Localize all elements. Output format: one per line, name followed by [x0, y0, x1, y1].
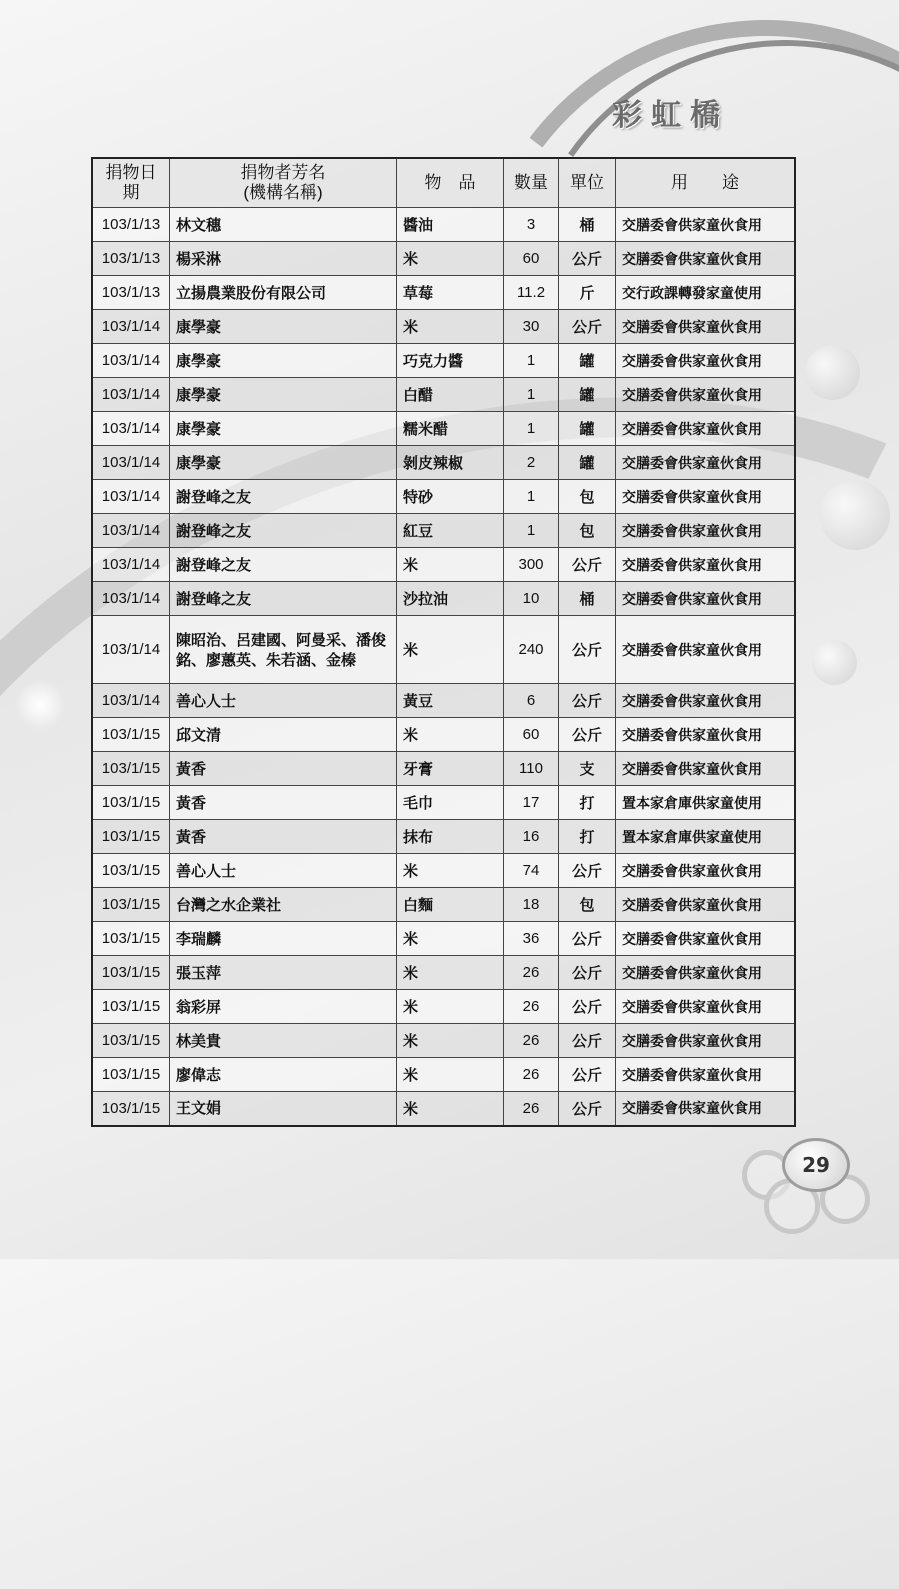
cell-date: 103/1/14	[92, 548, 170, 582]
table-row	[92, 752, 795, 786]
table-row	[92, 344, 795, 378]
header-use: 用 途	[616, 158, 796, 208]
cell-use: 交膳委會供家童伙食用	[616, 1092, 796, 1126]
cell-item: 抹布	[397, 820, 504, 854]
cell-date: 103/1/14	[92, 446, 170, 480]
cell-unit: 罐	[559, 446, 616, 480]
cell-use: 交膳委會供家童伙食用	[616, 310, 796, 344]
cell-date: 103/1/15	[92, 854, 170, 888]
cell-donor: 善心人士	[170, 684, 397, 718]
cell-unit: 公斤	[559, 1092, 616, 1126]
cell-date: 103/1/15	[92, 718, 170, 752]
table-row	[92, 956, 795, 990]
cell-donor: 李瑞麟	[170, 922, 397, 956]
cell-qty: 1	[504, 514, 559, 548]
cell-qty: 26	[504, 990, 559, 1024]
cell-use: 交膳委會供家童伙食用	[616, 990, 796, 1024]
cell-item: 草莓	[397, 276, 504, 310]
cell-donor: 黃香	[170, 820, 397, 854]
cell-date: 103/1/14	[92, 616, 170, 684]
cell-qty: 240	[504, 616, 559, 684]
cell-donor: 康學豪	[170, 446, 397, 480]
cell-date: 103/1/15	[92, 990, 170, 1024]
cell-date: 103/1/14	[92, 684, 170, 718]
cell-use: 交膳委會供家童伙食用	[616, 616, 796, 684]
header-donor-line1: 捐物者芳名	[240, 163, 326, 182]
cell-date: 103/1/15	[92, 820, 170, 854]
cell-qty: 36	[504, 922, 559, 956]
header-donor-line2: (機構名稱)	[243, 183, 323, 202]
cell-date: 103/1/13	[92, 242, 170, 276]
table-row	[92, 378, 795, 412]
table-row	[92, 786, 795, 820]
cell-use: 交膳委會供家童伙食用	[616, 412, 796, 446]
cell-unit: 公斤	[559, 990, 616, 1024]
cell-item: 米	[397, 548, 504, 582]
table-row	[92, 922, 795, 956]
cell-date: 103/1/15	[92, 1058, 170, 1092]
cell-unit: 包	[559, 480, 616, 514]
bubble-decoration	[820, 480, 890, 550]
cell-date: 103/1/15	[92, 888, 170, 922]
cell-use: 交膳委會供家童伙食用	[616, 956, 796, 990]
cell-unit: 包	[559, 514, 616, 548]
cell-qty: 26	[504, 1058, 559, 1092]
table-row	[92, 480, 795, 514]
cell-item: 沙拉油	[397, 582, 504, 616]
page-number: 29	[782, 1138, 850, 1192]
cell-date: 103/1/14	[92, 514, 170, 548]
cell-qty: 300	[504, 548, 559, 582]
cell-use: 交膳委會供家童伙食用	[616, 1058, 796, 1092]
cell-use: 交膳委會供家童伙食用	[616, 378, 796, 412]
cell-qty: 110	[504, 752, 559, 786]
cell-unit: 罐	[559, 344, 616, 378]
cell-date: 103/1/14	[92, 582, 170, 616]
cell-use: 交膳委會供家童伙食用	[616, 344, 796, 378]
cell-use: 置本家倉庫供家童使用	[616, 820, 796, 854]
table-row	[92, 514, 795, 548]
cell-donor: 謝登峰之友	[170, 548, 397, 582]
cell-unit: 打	[559, 820, 616, 854]
cell-date: 103/1/13	[92, 208, 170, 242]
cell-unit: 公斤	[559, 1058, 616, 1092]
cell-item: 牙膏	[397, 752, 504, 786]
table-row	[92, 446, 795, 480]
cell-item: 毛巾	[397, 786, 504, 820]
cell-unit: 罐	[559, 378, 616, 412]
cell-qty: 74	[504, 854, 559, 888]
cell-use: 交膳委會供家童伙食用	[616, 752, 796, 786]
cell-date: 103/1/14	[92, 310, 170, 344]
cell-use: 置本家倉庫供家童使用	[616, 786, 796, 820]
cell-qty: 60	[504, 718, 559, 752]
cell-unit: 桶	[559, 208, 616, 242]
cell-donor: 楊采淋	[170, 242, 397, 276]
cell-qty: 16	[504, 820, 559, 854]
cell-donor: 謝登峰之友	[170, 582, 397, 616]
cell-unit: 公斤	[559, 616, 616, 684]
cell-item: 巧克力醬	[397, 344, 504, 378]
cell-donor: 廖偉志	[170, 1058, 397, 1092]
cell-donor: 王文娟	[170, 1092, 397, 1126]
table-row	[92, 548, 795, 582]
cell-donor: 康學豪	[170, 344, 397, 378]
cell-item: 米	[397, 310, 504, 344]
cell-donor: 謝登峰之友	[170, 480, 397, 514]
cell-qty: 26	[504, 1024, 559, 1058]
cell-donor: 黃香	[170, 752, 397, 786]
cell-use: 交膳委會供家童伙食用	[616, 854, 796, 888]
bubble-decoration	[812, 640, 857, 685]
header-item: 物 品	[397, 158, 504, 208]
cell-use: 交膳委會供家童伙食用	[616, 1024, 796, 1058]
table-row	[92, 242, 795, 276]
cell-date: 103/1/14	[92, 480, 170, 514]
cell-use: 交膳委會供家童伙食用	[616, 888, 796, 922]
cell-qty: 10	[504, 582, 559, 616]
sparkle-star-decoration	[10, 675, 70, 735]
cell-donor: 謝登峰之友	[170, 514, 397, 548]
cell-unit: 公斤	[559, 922, 616, 956]
cell-donor: 立揚農業股份有限公司	[170, 276, 397, 310]
cell-item: 醬油	[397, 208, 504, 242]
cell-donor: 翁彩屏	[170, 990, 397, 1024]
cell-unit: 公斤	[559, 548, 616, 582]
cell-item: 米	[397, 956, 504, 990]
cell-item: 紅豆	[397, 514, 504, 548]
cell-item: 特砂	[397, 480, 504, 514]
cell-item: 白麵	[397, 888, 504, 922]
cell-date: 103/1/15	[92, 922, 170, 956]
cell-item: 白醋	[397, 378, 504, 412]
cell-item: 米	[397, 990, 504, 1024]
cell-item: 米	[397, 1024, 504, 1058]
bubble-decoration	[805, 345, 860, 400]
cell-use: 交膳委會供家童伙食用	[616, 718, 796, 752]
cell-item: 米	[397, 1058, 504, 1092]
cell-unit: 公斤	[559, 1024, 616, 1058]
cell-unit: 包	[559, 888, 616, 922]
cell-date: 103/1/13	[92, 276, 170, 310]
donation-table	[91, 157, 796, 1127]
cell-date: 103/1/15	[92, 1024, 170, 1058]
cell-qty: 3	[504, 208, 559, 242]
cell-use: 交膳委會供家童伙食用	[616, 514, 796, 548]
cell-unit: 公斤	[559, 956, 616, 990]
table-row	[92, 1058, 795, 1092]
cell-donor: 善心人士	[170, 854, 397, 888]
table-body	[92, 208, 795, 1126]
header-qty: 數量	[504, 158, 559, 208]
cell-item: 剝皮辣椒	[397, 446, 504, 480]
table-row	[92, 310, 795, 344]
cell-donor: 邱文清	[170, 718, 397, 752]
cell-unit: 支	[559, 752, 616, 786]
cell-use: 交膳委會供家童伙食用	[616, 480, 796, 514]
cell-item: 米	[397, 854, 504, 888]
table-row	[92, 412, 795, 446]
page-title: 彩虹橋	[612, 98, 729, 133]
cell-use: 交膳委會供家童伙食用	[616, 684, 796, 718]
cell-qty: 60	[504, 242, 559, 276]
table-row	[92, 684, 795, 718]
cell-item: 糯米醋	[397, 412, 504, 446]
cell-use: 交膳委會供家童伙食用	[616, 446, 796, 480]
cell-qty: 11.2	[504, 276, 559, 310]
table-row	[92, 1092, 795, 1126]
header-date: 捐物日期	[92, 158, 170, 208]
cell-qty: 1	[504, 378, 559, 412]
cell-unit: 桶	[559, 582, 616, 616]
cell-qty: 26	[504, 1092, 559, 1126]
cell-use: 交膳委會供家童伙食用	[616, 208, 796, 242]
header-unit: 單位	[559, 158, 616, 208]
cell-use: 交膳委會供家童伙食用	[616, 922, 796, 956]
table-row	[92, 854, 795, 888]
cell-date: 103/1/15	[92, 752, 170, 786]
table-row	[92, 718, 795, 752]
cell-donor: 黃香	[170, 786, 397, 820]
table-row	[92, 1024, 795, 1058]
cell-use: 交膳委會供家童伙食用	[616, 582, 796, 616]
table-row	[92, 616, 795, 684]
table-row	[92, 276, 795, 310]
cell-item: 米	[397, 616, 504, 684]
cell-donor: 陳昭治、呂建國、阿曼采、潘俊銘、廖蕙英、朱若涵、金榛	[170, 616, 397, 684]
cell-date: 103/1/15	[92, 786, 170, 820]
table-row	[92, 888, 795, 922]
header-donor	[170, 158, 397, 208]
cell-use: 交膳委會供家童伙食用	[616, 242, 796, 276]
cell-qty: 18	[504, 888, 559, 922]
cell-date: 103/1/15	[92, 956, 170, 990]
cell-unit: 打	[559, 786, 616, 820]
cell-item: 米	[397, 242, 504, 276]
cell-date: 103/1/14	[92, 378, 170, 412]
page-number-decoration	[742, 1130, 872, 1230]
cell-donor: 康學豪	[170, 378, 397, 412]
table-row	[92, 208, 795, 242]
cell-unit: 斤	[559, 276, 616, 310]
cell-qty: 2	[504, 446, 559, 480]
cell-item: 米	[397, 1092, 504, 1126]
cell-unit: 公斤	[559, 854, 616, 888]
cell-unit: 公斤	[559, 242, 616, 276]
cell-qty: 17	[504, 786, 559, 820]
cell-donor: 康學豪	[170, 412, 397, 446]
cell-donor: 台灣之水企業社	[170, 888, 397, 922]
table-row	[92, 820, 795, 854]
cell-item: 黃豆	[397, 684, 504, 718]
cell-unit: 罐	[559, 412, 616, 446]
cell-qty: 1	[504, 412, 559, 446]
cell-qty: 1	[504, 344, 559, 378]
cell-donor: 林文穗	[170, 208, 397, 242]
cell-date: 103/1/14	[92, 344, 170, 378]
table-row	[92, 582, 795, 616]
table-row	[92, 990, 795, 1024]
cell-qty: 6	[504, 684, 559, 718]
cell-unit: 公斤	[559, 718, 616, 752]
cell-qty: 26	[504, 956, 559, 990]
cell-item: 米	[397, 922, 504, 956]
cell-qty: 30	[504, 310, 559, 344]
cell-date: 103/1/15	[92, 1092, 170, 1126]
cell-item: 米	[397, 718, 504, 752]
cell-donor: 張玉萍	[170, 956, 397, 990]
cell-date: 103/1/14	[92, 412, 170, 446]
cell-donor: 林美貴	[170, 1024, 397, 1058]
cell-unit: 公斤	[559, 310, 616, 344]
cell-unit: 公斤	[559, 684, 616, 718]
cell-donor: 康學豪	[170, 310, 397, 344]
cell-use: 交膳委會供家童伙食用	[616, 548, 796, 582]
table-header-row	[92, 158, 795, 208]
cell-use: 交行政課轉發家童使用	[616, 276, 796, 310]
cell-qty: 1	[504, 480, 559, 514]
